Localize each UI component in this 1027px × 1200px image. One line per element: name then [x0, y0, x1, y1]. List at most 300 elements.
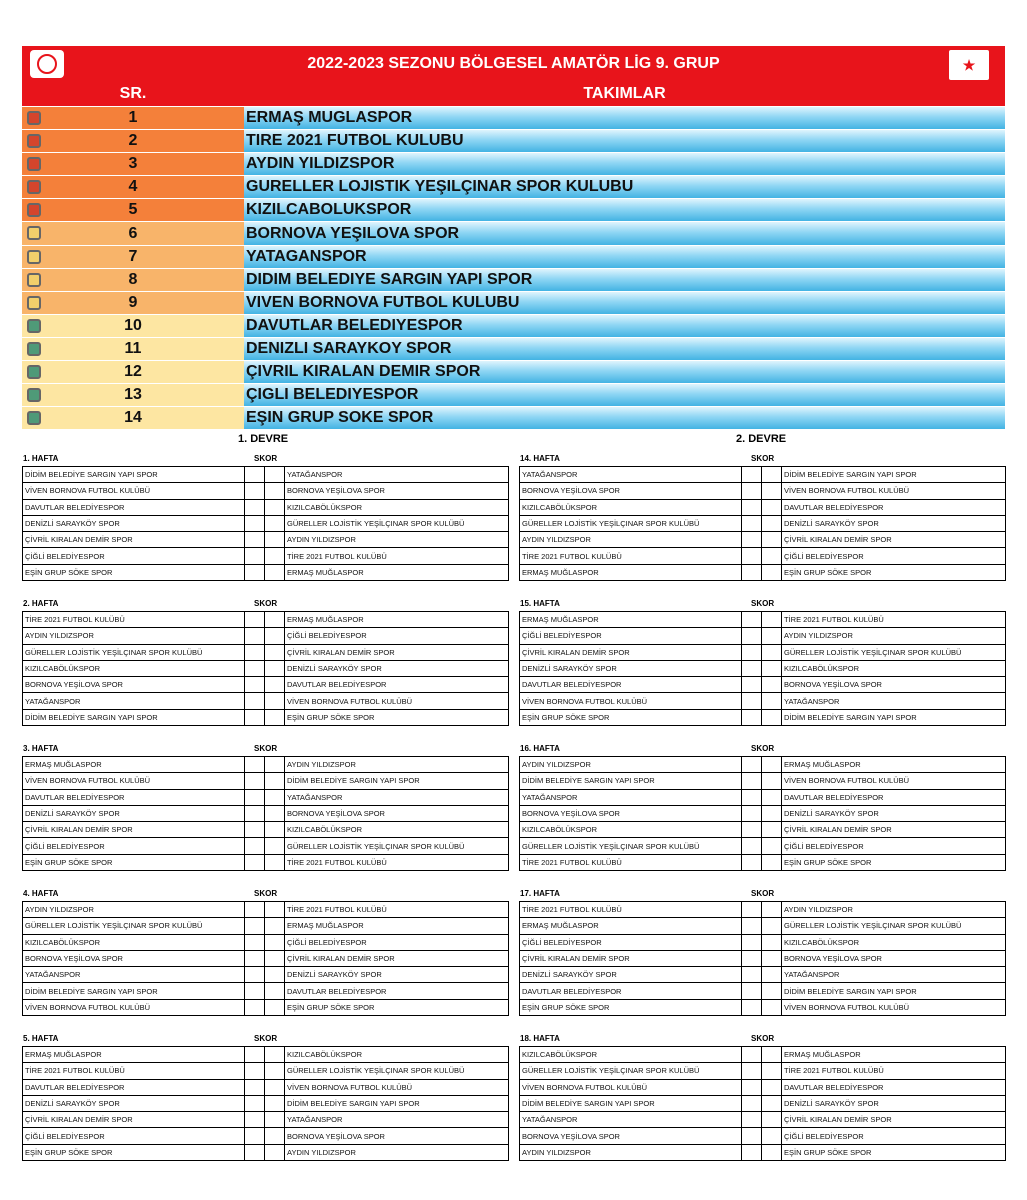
- status-icon: [27, 203, 41, 217]
- home-team: BORNOVA YEŞİLOVA SPOR: [520, 483, 742, 499]
- teams-list: [22, 107, 1005, 430]
- home-score-cell[interactable]: [245, 515, 265, 531]
- match-row: [23, 467, 509, 483]
- away-score-cell[interactable]: [762, 1063, 782, 1079]
- home-team: DİDİM BELEDİYE SARGIN YAPI SPOR: [23, 983, 245, 999]
- home-score-cell[interactable]: [245, 660, 265, 676]
- away-score-cell[interactable]: [762, 709, 782, 725]
- away-score-cell[interactable]: [265, 467, 285, 483]
- match-row: [23, 564, 509, 580]
- fixture-table: [519, 466, 1006, 581]
- away-score-cell[interactable]: [762, 757, 782, 773]
- away-score-cell[interactable]: [265, 1047, 285, 1063]
- week-block: [519, 1032, 1005, 1161]
- away-score-cell[interactable]: [265, 1144, 285, 1160]
- team-name: TIRE 2021 FUTBOL KULUBU: [244, 130, 1005, 152]
- team-name: ÇIVRIL KIRALAN DEMIR SPOR: [244, 361, 1005, 383]
- match-row: [23, 1095, 509, 1111]
- away-score-cell[interactable]: [265, 934, 285, 950]
- home-team: AYDIN YILDIZSPOR: [23, 628, 245, 644]
- away-team: YATAĞANSPOR: [285, 1112, 509, 1128]
- match-row: [520, 757, 1006, 773]
- away-team: DAVUTLAR BELEDİYESPOR: [782, 1079, 1006, 1095]
- home-team: YATAĞANSPOR: [520, 467, 742, 483]
- away-team: DAVUTLAR BELEDİYESPOR: [782, 789, 1006, 805]
- home-score-cell[interactable]: [742, 822, 762, 838]
- sr-header: SR.: [119, 85, 147, 102]
- away-team: TİRE 2021 FUTBOL KULÜBÜ: [782, 612, 1006, 628]
- away-score-cell[interactable]: [265, 532, 285, 548]
- team-row: [22, 222, 1005, 244]
- team-rank: 3: [128, 155, 138, 173]
- team-rank-cell: [22, 269, 244, 291]
- match-row: [23, 499, 509, 515]
- home-score-cell[interactable]: [245, 693, 265, 709]
- home-team: GÜRELLER LOJİSTİK YEŞİLÇINAR SPOR KULÜBÜ: [520, 1063, 742, 1079]
- away-score-cell[interactable]: [762, 612, 782, 628]
- status-icon: [27, 319, 41, 333]
- score-label: SKOR: [751, 599, 775, 608]
- team-rank: 7: [128, 247, 138, 265]
- fixture-table: [22, 901, 509, 1016]
- home-score-cell[interactable]: [245, 805, 265, 821]
- score-label: SKOR: [254, 889, 278, 898]
- away-score-cell[interactable]: [762, 532, 782, 548]
- away-score-cell[interactable]: [265, 967, 285, 983]
- match-row: [520, 467, 1006, 483]
- home-score-cell[interactable]: [742, 999, 762, 1015]
- home-score-cell[interactable]: [245, 1144, 265, 1160]
- away-team: VİVEN BORNOVA FUTBOL KULÜBÜ: [285, 693, 509, 709]
- away-score-cell[interactable]: [265, 918, 285, 934]
- home-team: AYDIN YILDIZSPOR: [520, 1144, 742, 1160]
- home-team: DENİZLİ SARAYKÖY SPOR: [23, 805, 245, 821]
- match-row: [23, 1047, 509, 1063]
- away-score-cell[interactable]: [265, 822, 285, 838]
- home-score-cell[interactable]: [245, 677, 265, 693]
- home-score-cell[interactable]: [742, 564, 762, 580]
- match-row: [23, 854, 509, 870]
- match-row: [520, 967, 1006, 983]
- home-score-cell[interactable]: [742, 1047, 762, 1063]
- away-score-cell[interactable]: [265, 564, 285, 580]
- match-row: [23, 822, 509, 838]
- home-score-cell[interactable]: [245, 483, 265, 499]
- fixture-table: [22, 466, 509, 581]
- match-row: [23, 483, 509, 499]
- away-score-cell[interactable]: [265, 499, 285, 515]
- home-score-cell[interactable]: [742, 677, 762, 693]
- away-team: YATAĞANSPOR: [285, 789, 509, 805]
- team-rank: 11: [124, 339, 142, 357]
- home-score-cell[interactable]: [245, 902, 265, 918]
- home-score-cell[interactable]: [742, 838, 762, 854]
- away-team: VİVEN BORNOVA FUTBOL KULÜBÜ: [782, 999, 1006, 1015]
- away-team: DENİZLİ SARAYKÖY SPOR: [782, 805, 1006, 821]
- home-score-cell[interactable]: [245, 773, 265, 789]
- away-team: DAVUTLAR BELEDİYESPOR: [285, 983, 509, 999]
- team-rank: 4: [128, 178, 138, 196]
- week-block: [519, 887, 1005, 1016]
- match-row: [23, 983, 509, 999]
- home-team: ERMAŞ MUĞLASPOR: [23, 1047, 245, 1063]
- away-team: BORNOVA YEŞİLOVA SPOR: [285, 483, 509, 499]
- home-team: ERMAŞ MUĞLASPOR: [520, 564, 742, 580]
- team-name: YATAGANSPOR: [244, 246, 1005, 268]
- away-score-cell[interactable]: [762, 1128, 782, 1144]
- home-score-cell[interactable]: [742, 1095, 762, 1111]
- away-score-cell[interactable]: [762, 693, 782, 709]
- home-team: EŞİN GRUP SÖKE SPOR: [520, 999, 742, 1015]
- home-score-cell[interactable]: [245, 564, 265, 580]
- match-row: [23, 612, 509, 628]
- match-row: [520, 822, 1006, 838]
- away-team: AYDIN YILDIZSPOR: [285, 532, 509, 548]
- away-score-cell[interactable]: [265, 612, 285, 628]
- home-team: KIZILCABÖLÜKSPOR: [23, 660, 245, 676]
- away-score-cell[interactable]: [762, 1095, 782, 1111]
- match-row: [520, 950, 1006, 966]
- away-score-cell[interactable]: [265, 515, 285, 531]
- home-score-cell[interactable]: [742, 1128, 762, 1144]
- match-row: [520, 628, 1006, 644]
- home-score-cell[interactable]: [742, 950, 762, 966]
- first-half-label: 1. DEVRE: [238, 433, 289, 445]
- home-score-cell[interactable]: [742, 612, 762, 628]
- match-row: [520, 693, 1006, 709]
- home-score-cell[interactable]: [245, 1047, 265, 1063]
- home-score-cell[interactable]: [742, 693, 762, 709]
- away-score-cell[interactable]: [762, 677, 782, 693]
- away-score-cell[interactable]: [265, 1063, 285, 1079]
- seal-icon: [37, 54, 57, 74]
- away-score-cell[interactable]: [762, 564, 782, 580]
- away-score-cell[interactable]: [265, 902, 285, 918]
- home-score-cell[interactable]: [245, 854, 265, 870]
- away-team: ÇİVRİL KIRALAN DEMİR SPOR: [285, 950, 509, 966]
- away-team: GÜRELLER LOJİSTİK YEŞİLÇINAR SPOR KULÜBÜ: [285, 1063, 509, 1079]
- away-team: ÇİĞLİ BELEDİYESPOR: [285, 934, 509, 950]
- away-score-cell[interactable]: [762, 499, 782, 515]
- home-score-cell[interactable]: [245, 967, 265, 983]
- home-score-cell[interactable]: [742, 709, 762, 725]
- home-score-cell[interactable]: [742, 1112, 762, 1128]
- match-row: [23, 693, 509, 709]
- match-row: [23, 789, 509, 805]
- home-score-cell[interactable]: [245, 789, 265, 805]
- match-row: [520, 934, 1006, 950]
- match-row: [520, 499, 1006, 515]
- home-score-cell[interactable]: [742, 967, 762, 983]
- home-score-cell[interactable]: [742, 1144, 762, 1160]
- away-score-cell[interactable]: [762, 805, 782, 821]
- team-rank: 8: [128, 270, 138, 288]
- away-score-cell[interactable]: [265, 999, 285, 1015]
- away-score-cell[interactable]: [265, 483, 285, 499]
- match-row: [520, 999, 1006, 1015]
- week-block: [519, 742, 1005, 871]
- away-team: GÜRELLER LOJİSTİK YEŞİLÇINAR SPOR KULÜBÜ: [782, 918, 1006, 934]
- home-team: ÇİVRİL KIRALAN DEMİR SPOR: [23, 532, 245, 548]
- away-score-cell[interactable]: [762, 822, 782, 838]
- away-score-cell[interactable]: [762, 999, 782, 1015]
- away-team: DİDİM BELEDİYE SARGIN YAPI SPOR: [285, 1095, 509, 1111]
- home-score-cell[interactable]: [742, 918, 762, 934]
- match-row: [23, 773, 509, 789]
- home-score-cell[interactable]: [742, 854, 762, 870]
- team-name: AYDIN YILDIZSPOR: [244, 153, 1005, 175]
- home-team: BORNOVA YEŞİLOVA SPOR: [520, 805, 742, 821]
- home-score-cell[interactable]: [245, 822, 265, 838]
- away-score-cell[interactable]: [762, 660, 782, 676]
- home-score-cell[interactable]: [245, 1112, 265, 1128]
- away-score-cell[interactable]: [265, 1079, 285, 1095]
- away-team: YATAĞANSPOR: [782, 693, 1006, 709]
- home-team: ÇİVRİL KIRALAN DEMİR SPOR: [23, 1112, 245, 1128]
- match-row: [23, 918, 509, 934]
- match-row: [520, 1144, 1006, 1160]
- home-team: DAVUTLAR BELEDİYESPOR: [520, 677, 742, 693]
- home-team: AYDIN YILDIZSPOR: [520, 532, 742, 548]
- away-score-cell[interactable]: [265, 838, 285, 854]
- away-score-cell[interactable]: [762, 983, 782, 999]
- match-row: [23, 967, 509, 983]
- week-label: 18. HAFTA: [520, 1034, 560, 1043]
- home-team: KIZILCABÖLÜKSPOR: [520, 822, 742, 838]
- away-score-cell[interactable]: [265, 677, 285, 693]
- away-score-cell[interactable]: [265, 789, 285, 805]
- team-row: [22, 199, 1005, 221]
- team-name: ERMAŞ MUGLASPOR: [244, 107, 1005, 129]
- home-score-cell[interactable]: [245, 934, 265, 950]
- away-team: TİRE 2021 FUTBOL KULÜBÜ: [285, 854, 509, 870]
- away-score-cell[interactable]: [762, 773, 782, 789]
- home-score-cell[interactable]: [742, 660, 762, 676]
- away-score-cell[interactable]: [762, 1144, 782, 1160]
- home-team: ÇİĞLİ BELEDİYESPOR: [23, 1128, 245, 1144]
- home-score-cell[interactable]: [742, 773, 762, 789]
- away-team: BORNOVA YEŞİLOVA SPOR: [285, 1128, 509, 1144]
- match-row: [23, 1144, 509, 1160]
- home-score-cell[interactable]: [245, 1095, 265, 1111]
- away-score-cell[interactable]: [265, 1128, 285, 1144]
- home-score-cell[interactable]: [245, 467, 265, 483]
- home-team: ERMAŞ MUĞLASPOR: [520, 918, 742, 934]
- away-team: ÇİĞLİ BELEDİYESPOR: [782, 1128, 1006, 1144]
- away-score-cell[interactable]: [265, 1095, 285, 1111]
- team-row: [22, 246, 1005, 268]
- away-score-cell[interactable]: [265, 693, 285, 709]
- match-row: [23, 515, 509, 531]
- away-team: ERMAŞ MUĞLASPOR: [782, 757, 1006, 773]
- team-rank-cell: [22, 407, 244, 429]
- team-rank-cell: [22, 176, 244, 198]
- home-score-cell[interactable]: [245, 757, 265, 773]
- match-row: [520, 854, 1006, 870]
- away-score-cell[interactable]: [265, 1112, 285, 1128]
- match-row: [23, 532, 509, 548]
- away-score-cell[interactable]: [762, 902, 782, 918]
- away-team: ÇİĞLİ BELEDİYESPOR: [285, 628, 509, 644]
- home-score-cell[interactable]: [245, 918, 265, 934]
- home-team: KIZILCABÖLÜKSPOR: [520, 1047, 742, 1063]
- status-icon: [27, 365, 41, 379]
- home-team: AYDIN YILDIZSPOR: [520, 757, 742, 773]
- away-score-cell[interactable]: [265, 773, 285, 789]
- away-score-cell[interactable]: [265, 983, 285, 999]
- match-row: [520, 1112, 1006, 1128]
- team-rank-cell: [22, 130, 244, 152]
- away-score-cell[interactable]: [265, 709, 285, 725]
- away-score-cell[interactable]: [762, 515, 782, 531]
- home-team: VİVEN BORNOVA FUTBOL KULÜBÜ: [520, 693, 742, 709]
- home-score-cell[interactable]: [742, 757, 762, 773]
- home-score-cell[interactable]: [245, 1079, 265, 1095]
- away-score-cell[interactable]: [265, 660, 285, 676]
- home-score-cell[interactable]: [742, 1063, 762, 1079]
- away-score-cell[interactable]: [762, 1112, 782, 1128]
- home-score-cell[interactable]: [742, 934, 762, 950]
- home-score-cell[interactable]: [742, 499, 762, 515]
- match-row: [520, 1095, 1006, 1111]
- away-score-cell[interactable]: [762, 1047, 782, 1063]
- home-score-cell[interactable]: [245, 628, 265, 644]
- home-score-cell[interactable]: [245, 1128, 265, 1144]
- home-score-cell[interactable]: [742, 515, 762, 531]
- home-team: EŞİN GRUP SÖKE SPOR: [23, 1144, 245, 1160]
- home-team: TİRE 2021 FUTBOL KULÜBÜ: [520, 902, 742, 918]
- home-team: DAVUTLAR BELEDİYESPOR: [23, 1079, 245, 1095]
- home-team: KIZILCABÖLÜKSPOR: [23, 934, 245, 950]
- home-score-cell[interactable]: [245, 1063, 265, 1079]
- home-score-cell[interactable]: [245, 612, 265, 628]
- match-row: [23, 1063, 509, 1079]
- match-row: [23, 838, 509, 854]
- away-score-cell[interactable]: [762, 789, 782, 805]
- match-row: [23, 1112, 509, 1128]
- away-score-cell[interactable]: [762, 483, 782, 499]
- match-row: [520, 677, 1006, 693]
- away-score-cell[interactable]: [265, 950, 285, 966]
- home-score-cell[interactable]: [245, 838, 265, 854]
- home-score-cell[interactable]: [742, 1079, 762, 1095]
- match-row: [520, 1128, 1006, 1144]
- team-rank: 13: [124, 386, 142, 404]
- away-score-cell[interactable]: [762, 467, 782, 483]
- home-score-cell[interactable]: [245, 644, 265, 660]
- away-score-cell[interactable]: [265, 805, 285, 821]
- home-team: EŞİN GRUP SÖKE SPOR: [23, 854, 245, 870]
- team-row: [22, 315, 1005, 337]
- home-score-cell[interactable]: [742, 532, 762, 548]
- team-rank-cell: [22, 246, 244, 268]
- away-team: EŞİN GRUP SÖKE SPOR: [285, 999, 509, 1015]
- away-score-cell[interactable]: [762, 838, 782, 854]
- away-team: EŞİN GRUP SÖKE SPOR: [285, 709, 509, 725]
- away-score-cell[interactable]: [762, 918, 782, 934]
- team-row: [22, 338, 1005, 360]
- team-row: [22, 107, 1005, 129]
- home-score-cell[interactable]: [245, 983, 265, 999]
- home-team: EŞİN GRUP SÖKE SPOR: [520, 709, 742, 725]
- page-title: 2022-2023 SEZONU BÖLGESEL AMATÖR LİG 9. GRUP: [307, 55, 720, 72]
- home-score-cell[interactable]: [742, 548, 762, 564]
- away-score-cell[interactable]: [762, 934, 782, 950]
- home-score-cell[interactable]: [245, 950, 265, 966]
- away-team: GÜRELLER LOJİSTİK YEŞİLÇINAR SPOR KULÜBÜ: [285, 838, 509, 854]
- home-score-cell[interactable]: [742, 644, 762, 660]
- home-score-cell[interactable]: [245, 532, 265, 548]
- home-score-cell[interactable]: [742, 467, 762, 483]
- away-team: DENİZLİ SARAYKÖY SPOR: [285, 660, 509, 676]
- away-score-cell[interactable]: [762, 644, 782, 660]
- home-score-cell[interactable]: [742, 789, 762, 805]
- status-icon: [27, 180, 41, 194]
- home-team: ERMAŞ MUĞLASPOR: [23, 757, 245, 773]
- away-team: ERMAŞ MUĞLASPOR: [285, 612, 509, 628]
- away-score-cell[interactable]: [265, 548, 285, 564]
- away-score-cell[interactable]: [265, 757, 285, 773]
- away-score-cell[interactable]: [265, 628, 285, 644]
- team-rank-cell: [22, 222, 244, 244]
- home-team: DAVUTLAR BELEDİYESPOR: [520, 983, 742, 999]
- home-team: YATAĞANSPOR: [520, 789, 742, 805]
- week-block: [22, 887, 508, 1016]
- away-score-cell[interactable]: [762, 950, 782, 966]
- away-score-cell[interactable]: [762, 548, 782, 564]
- away-score-cell[interactable]: [762, 854, 782, 870]
- home-score-cell[interactable]: [742, 483, 762, 499]
- away-score-cell[interactable]: [762, 1079, 782, 1095]
- match-row: [23, 999, 509, 1015]
- home-score-cell[interactable]: [245, 499, 265, 515]
- match-row: [520, 548, 1006, 564]
- home-score-cell[interactable]: [742, 628, 762, 644]
- team-row: [22, 153, 1005, 175]
- team-name: DENIZLI SARAYKOY SPOR: [244, 338, 1005, 360]
- match-row: [23, 1079, 509, 1095]
- home-team: GÜRELLER LOJİSTİK YEŞİLÇINAR SPOR KULÜBÜ: [520, 515, 742, 531]
- away-score-cell[interactable]: [762, 628, 782, 644]
- home-score-cell[interactable]: [245, 709, 265, 725]
- away-score-cell[interactable]: [265, 854, 285, 870]
- away-score-cell[interactable]: [762, 967, 782, 983]
- home-score-cell[interactable]: [742, 983, 762, 999]
- team-rank: 10: [124, 316, 142, 334]
- home-team: BORNOVA YEŞİLOVA SPOR: [23, 677, 245, 693]
- score-label: SKOR: [751, 454, 775, 463]
- federation-logo: [30, 50, 64, 78]
- away-team: EŞİN GRUP SÖKE SPOR: [782, 564, 1006, 580]
- week-block: [22, 597, 508, 726]
- home-score-cell[interactable]: [245, 548, 265, 564]
- away-team: AYDIN YILDIZSPOR: [782, 628, 1006, 644]
- team-rank-cell: [22, 292, 244, 314]
- team-row: [22, 130, 1005, 152]
- home-team: DENİZLİ SARAYKÖY SPOR: [520, 967, 742, 983]
- week-label: 16. HAFTA: [520, 744, 560, 753]
- away-score-cell[interactable]: [265, 644, 285, 660]
- home-score-cell[interactable]: [742, 805, 762, 821]
- away-team: KIZILCABÖLÜKSPOR: [782, 660, 1006, 676]
- home-team: DİDİM BELEDİYE SARGIN YAPI SPOR: [520, 1095, 742, 1111]
- home-team: ÇİĞLİ BELEDİYESPOR: [23, 838, 245, 854]
- title-banner: [22, 46, 1005, 82]
- team-name: ÇIGLI BELEDIYESPOR: [244, 384, 1005, 406]
- home-score-cell[interactable]: [245, 999, 265, 1015]
- status-icon: [27, 226, 41, 240]
- home-score-cell[interactable]: [742, 902, 762, 918]
